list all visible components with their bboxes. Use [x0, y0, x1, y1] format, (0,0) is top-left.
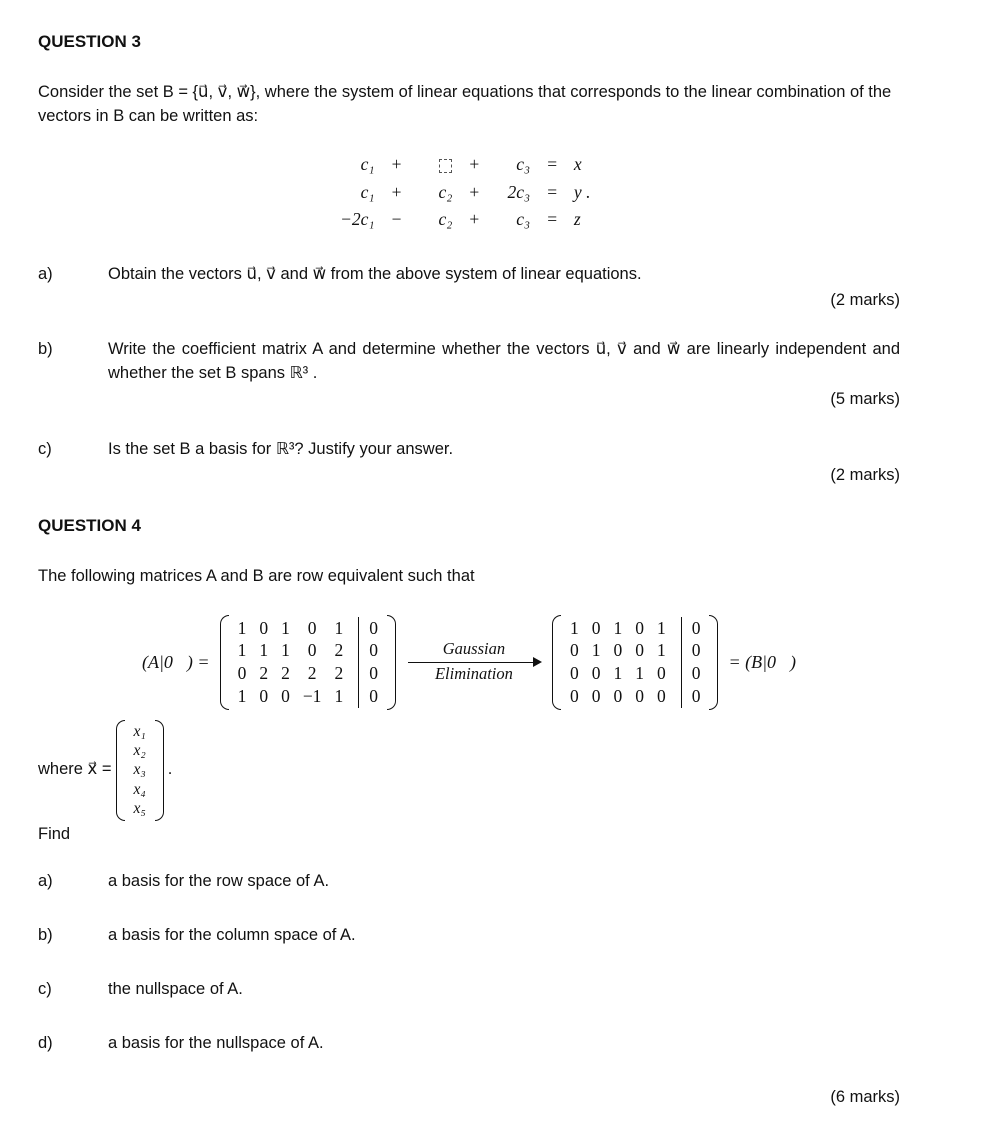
matrix-cell: 0 [656, 663, 666, 684]
equals-sign: = [546, 154, 558, 175]
matrix-cell: 1 [334, 617, 344, 638]
right-paren [155, 720, 164, 821]
q4-item-c [38, 978, 900, 1002]
x-vector-grid [128, 720, 152, 821]
matrix-cell: 1 [613, 663, 623, 684]
matrix-cell: 1 [281, 640, 290, 661]
q3-intro: Consider the set B = {u⃗, v⃗, w⃗}, where the system of linear equations that corresponds to the linear combination of the vectors in B can be written as: [38, 82, 892, 125]
q4-matrix-equation [38, 615, 900, 710]
matrix-cell: 2 [281, 663, 290, 684]
matrix-cell: 0 [591, 685, 601, 706]
equation-operator: − [390, 209, 403, 230]
equation-term: c₂ [438, 181, 453, 202]
matrix-cell: 1 [635, 663, 644, 684]
equation-term: c₃ [516, 154, 531, 175]
matrix-cell: 0 [259, 685, 269, 706]
item-label: d) [38, 1034, 53, 1053]
equation-operator: + [390, 181, 403, 202]
matrix-cell: 1 [281, 617, 290, 638]
dashed-empty-box-icon [439, 159, 452, 173]
matrix-cell: 1 [569, 617, 579, 638]
q3-equation-system [340, 152, 598, 232]
item-label: c) [38, 440, 52, 459]
q3-item-a [38, 263, 900, 287]
matrix-cell: 0 [591, 617, 601, 638]
x-vector [116, 720, 164, 821]
item-text: the nullspace of A. [108, 980, 243, 999]
augmented-matrix-b-label: = (B|0⃗) [728, 652, 797, 673]
right-paren [709, 615, 718, 710]
matrix-cell: 0 [358, 685, 379, 708]
augmented-matrix-a-label: (A|0⃗) = [141, 652, 210, 673]
equation-term: c₁ [360, 181, 375, 202]
equation-term: −2c₁ [340, 209, 375, 230]
item-label: a) [38, 872, 53, 891]
matrix-cell: 1 [613, 617, 623, 638]
matrix-cell: x₂ [133, 742, 146, 759]
item-label: b) [38, 340, 53, 359]
matrix-cell: 1 [259, 640, 269, 661]
equation-term: 2c₃ [507, 181, 531, 202]
item-text: a basis for the nullspace of A. [108, 1034, 324, 1053]
matrix-cell: 0 [569, 640, 579, 661]
matrix-cell: 0 [635, 617, 644, 638]
equation-rhs: x [573, 154, 582, 175]
q3-heading: QUESTION 3 [38, 32, 141, 51]
gaussian-elimination-arrow [408, 640, 540, 685]
matrix-cell: 0 [613, 640, 623, 661]
left-paren [220, 615, 229, 710]
marks-label: (2 marks) [830, 466, 900, 485]
equation-term [418, 152, 452, 177]
matrix-cell: 2 [334, 663, 344, 684]
q4-item-d [38, 1032, 900, 1056]
equation-term: c₂ [438, 209, 453, 230]
matrix-cell: 1 [237, 685, 247, 706]
left-paren [116, 720, 125, 821]
matrix-cell: 0 [613, 685, 623, 706]
matrix-cell: 1 [656, 617, 666, 638]
matrix-cell: 0 [569, 685, 579, 706]
where-prefix: where x⃗ = [38, 760, 112, 779]
matrix-cell: 0 [635, 685, 644, 706]
q3-item-b [38, 338, 900, 386]
equation-rhs: y . [573, 181, 591, 202]
item-text: a basis for the column space of A. [108, 926, 356, 945]
matrix-a-grid [232, 615, 384, 710]
matrix-cell: 1 [656, 640, 666, 661]
matrix-cell: 1 [334, 685, 344, 706]
equals-sign: = [546, 181, 558, 202]
equals-sign: = [546, 209, 558, 230]
matrix-b [552, 615, 719, 710]
marks-label: (2 marks) [830, 290, 900, 309]
q4-intro: The following matrices A and B are row equivalent such that [38, 566, 475, 585]
matrix-cell: 0 [358, 617, 379, 640]
matrix-cell: x₁ [133, 722, 146, 740]
matrix-cell: 0 [281, 685, 290, 706]
marks-label: (5 marks) [830, 390, 900, 409]
q4-item-a [38, 870, 900, 894]
left-paren [552, 615, 561, 710]
item-text: Obtain the vectors u⃗, v⃗ and w⃗ from the above system of linear equations. [108, 264, 642, 283]
arrow-bottom-label: Elimination [434, 664, 513, 684]
matrix-cell: 0 [358, 662, 379, 685]
where-suffix: . [167, 760, 173, 779]
matrix-cell: x₅ [133, 800, 146, 818]
find-label: Find [38, 824, 71, 843]
q4-where-line [38, 720, 900, 821]
matrix-cell: 0 [681, 617, 702, 640]
matrix-cell: 0 [307, 640, 317, 661]
q3-item-c [38, 438, 900, 462]
matrix-cell: x₄ [133, 780, 146, 798]
item-label: b) [38, 926, 53, 945]
equation-operator: + [468, 209, 481, 230]
equation-operator: + [390, 154, 403, 175]
matrix-cell: 0 [681, 639, 702, 662]
matrix-cell: 1 [237, 640, 247, 661]
item-label: a) [38, 264, 53, 283]
q4-item-b [38, 924, 900, 948]
matrix-cell: x₃ [133, 761, 146, 779]
equation-operator: + [468, 181, 481, 202]
matrix-cell: 2 [334, 640, 344, 661]
matrix-cell: 1 [237, 617, 247, 638]
right-paren [387, 615, 396, 710]
matrix-cell: 1 [591, 640, 601, 661]
matrix-cell: 2 [307, 663, 317, 684]
item-text: a basis for the row space of A. [108, 872, 330, 891]
right-arrow-icon [408, 662, 540, 664]
matrix-b-grid [564, 615, 707, 710]
arrow-top-label: Gaussian [442, 638, 506, 658]
item-label: c) [38, 980, 52, 999]
matrix-cell: 0 [307, 617, 317, 638]
matrix-cell: 0 [358, 639, 379, 662]
matrix-cell: 0 [681, 662, 702, 685]
matrix-cell: −1 [302, 685, 322, 706]
equation-operator: + [468, 154, 481, 175]
equation-rhs: z [573, 209, 581, 230]
marks-label: (6 marks) [830, 1088, 900, 1107]
equation-term: c₁ [360, 154, 375, 175]
item-text: Write the coefficient matrix A and determine whether the vectors u⃗, v⃗ and w⃗ are linearly independent and whether the set B spans ℝ³ . [108, 340, 900, 383]
item-text: Is the set B a basis for ℝ³? Justify your answer. [108, 440, 454, 459]
matrix-cell: 0 [591, 663, 601, 684]
matrix-cell: 0 [681, 685, 702, 708]
matrix-cell: 0 [259, 617, 269, 638]
matrix-cell: 0 [635, 640, 644, 661]
q4-heading: QUESTION 4 [38, 516, 141, 536]
matrix-cell: 0 [237, 663, 247, 684]
matrix-a [220, 615, 396, 710]
equation-term: c₃ [516, 209, 531, 230]
q3-system-block [38, 152, 900, 232]
matrix-cell: 0 [569, 663, 579, 684]
matrix-cell: 2 [259, 663, 269, 684]
matrix-cell: 0 [656, 685, 666, 706]
